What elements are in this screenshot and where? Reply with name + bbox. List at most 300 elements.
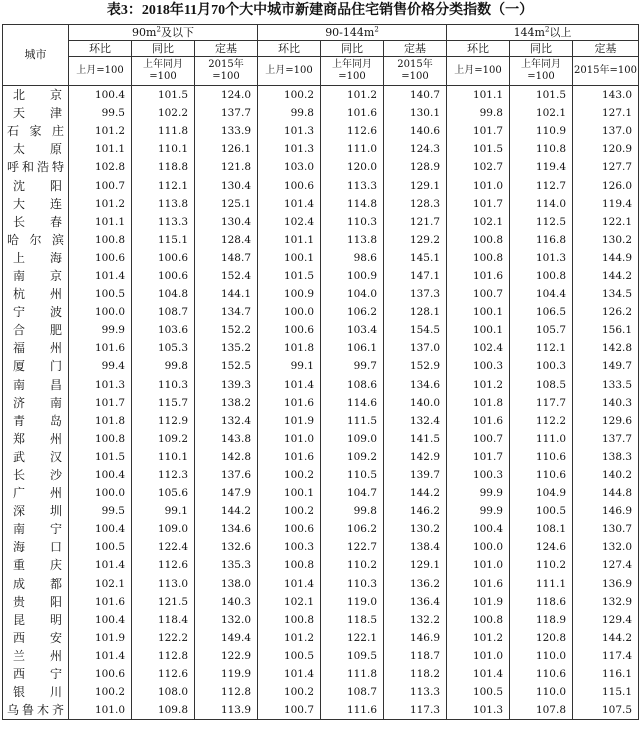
index-value: 128.4 xyxy=(195,231,258,249)
table-row xyxy=(3,104,639,122)
index-value: 101.5 xyxy=(132,86,195,105)
city-name: 成都 xyxy=(3,575,69,593)
index-value: 101.7 xyxy=(69,394,132,412)
index-value: 152.4 xyxy=(195,267,258,285)
index-value: 104.0 xyxy=(321,285,384,303)
index-value: 100.7 xyxy=(447,430,510,448)
index-value: 121.8 xyxy=(195,158,258,176)
index-value: 147.9 xyxy=(195,484,258,502)
index-value: 100.2 xyxy=(258,466,321,484)
index-value: 132.4 xyxy=(195,412,258,430)
table-title: 表3：2018年11月70个大中城市新建商品住宅销售价格分类指数（一） xyxy=(106,3,534,18)
index-value: 102.1 xyxy=(510,104,573,122)
index-value: 126.0 xyxy=(573,176,639,194)
index-value: 104.8 xyxy=(132,285,195,303)
city-name: 厦门 xyxy=(3,357,69,375)
index-value: 106.5 xyxy=(510,303,573,321)
index-value: 101.5 xyxy=(258,267,321,285)
index-value: 100.7 xyxy=(69,176,132,194)
index-value: 100.8 xyxy=(258,556,321,574)
index-value: 114.8 xyxy=(321,195,384,213)
index-value: 101.1 xyxy=(447,86,510,105)
index-value: 110.6 xyxy=(510,448,573,466)
index-value: 143.8 xyxy=(195,430,258,448)
index-value: 101.4 xyxy=(447,665,510,683)
index-value: 124.0 xyxy=(195,86,258,105)
index-value: 140.2 xyxy=(573,466,639,484)
index-value: 137.7 xyxy=(573,430,639,448)
city-name: 杭州 xyxy=(3,285,69,303)
index-value: 101.8 xyxy=(69,412,132,430)
index-value: 101.5 xyxy=(447,140,510,158)
index-value: 140.3 xyxy=(573,394,639,412)
index-value: 105.3 xyxy=(132,339,195,357)
index-value: 118.9 xyxy=(510,611,573,629)
index-value: 110.3 xyxy=(321,575,384,593)
index-value: 101.6 xyxy=(69,593,132,611)
city-name: 兰州 xyxy=(3,647,69,665)
index-value: 100.2 xyxy=(258,683,321,701)
index-value: 120.8 xyxy=(510,629,573,647)
index-value: 112.1 xyxy=(510,339,573,357)
city-name: 石家庄 xyxy=(3,122,69,140)
group-header-small: $90m^2$及以下 xyxy=(69,25,258,41)
index-value: 101.6 xyxy=(258,448,321,466)
index-value: 99.9 xyxy=(447,484,510,502)
city-name: 广州 xyxy=(3,484,69,502)
index-value: 112.6 xyxy=(132,665,195,683)
table-row xyxy=(3,303,639,321)
city-name: 天津 xyxy=(3,104,69,122)
index-value: 136.9 xyxy=(573,575,639,593)
city-name: 南宁 xyxy=(3,520,69,538)
index-value: 134.6 xyxy=(195,520,258,538)
index-value: 124.3 xyxy=(384,140,447,158)
table-row xyxy=(3,647,639,665)
index-value: 108.6 xyxy=(321,376,384,394)
index-value: 137.3 xyxy=(384,285,447,303)
index-value: 138.4 xyxy=(384,538,447,556)
index-value: 112.8 xyxy=(132,647,195,665)
index-value: 101.6 xyxy=(447,412,510,430)
index-value: 146.2 xyxy=(384,502,447,520)
index-value: 144.1 xyxy=(195,285,258,303)
table-row xyxy=(3,556,639,574)
table-row xyxy=(3,448,639,466)
city-name: 福州 xyxy=(3,339,69,357)
table-row xyxy=(3,213,639,231)
index-value: 140.7 xyxy=(384,86,447,105)
index-value: 102.4 xyxy=(258,213,321,231)
table-row xyxy=(3,267,639,285)
table-row xyxy=(3,158,639,176)
city-name: 西安 xyxy=(3,629,69,647)
index-value: 110.0 xyxy=(510,683,573,701)
index-value: 110.8 xyxy=(510,140,573,158)
index-value: 100.4 xyxy=(69,611,132,629)
index-value: 102.4 xyxy=(447,339,510,357)
base-header: 上年同月=100 xyxy=(321,57,384,86)
index-value: 100.6 xyxy=(258,520,321,538)
index-value: 119.4 xyxy=(510,158,573,176)
index-value: 101.2 xyxy=(258,629,321,647)
index-value: 122.7 xyxy=(321,538,384,556)
table-row xyxy=(3,231,639,249)
table-row xyxy=(3,339,639,357)
index-value: 138.0 xyxy=(195,575,258,593)
index-value: 100.5 xyxy=(447,683,510,701)
table-row xyxy=(3,502,639,520)
index-value: 101.1 xyxy=(258,231,321,249)
table-row xyxy=(3,376,639,394)
base-header: 上月=100 xyxy=(69,57,132,86)
city-name: 济南 xyxy=(3,394,69,412)
index-value: 99.1 xyxy=(258,357,321,375)
index-value: 100.8 xyxy=(69,430,132,448)
table-row xyxy=(3,86,639,105)
index-value: 101.7 xyxy=(447,195,510,213)
index-value: 100.2 xyxy=(69,683,132,701)
index-value: 146.9 xyxy=(384,629,447,647)
index-value: 100.5 xyxy=(69,538,132,556)
index-value: 129.1 xyxy=(384,176,447,194)
index-value: 100.6 xyxy=(69,249,132,267)
city-name: 长沙 xyxy=(3,466,69,484)
index-value: 108.5 xyxy=(510,376,573,394)
index-value: 134.5 xyxy=(573,285,639,303)
index-value: 111.8 xyxy=(321,665,384,683)
city-name: 郑州 xyxy=(3,430,69,448)
index-value: 108.7 xyxy=(321,683,384,701)
index-value: 101.4 xyxy=(258,665,321,683)
index-value: 100.8 xyxy=(510,267,573,285)
index-value: 112.9 xyxy=(132,412,195,430)
index-value: 137.0 xyxy=(573,122,639,140)
index-value: 128.1 xyxy=(384,303,447,321)
subcol-header: 定基 xyxy=(384,41,447,57)
index-value: 101.2 xyxy=(69,122,132,140)
index-value: 105.6 xyxy=(132,484,195,502)
index-value: 99.9 xyxy=(69,321,132,339)
index-value: 100.3 xyxy=(258,538,321,556)
index-value: 101.9 xyxy=(69,629,132,647)
index-value: 132.6 xyxy=(195,538,258,556)
index-value: 113.3 xyxy=(132,213,195,231)
index-value: 115.1 xyxy=(132,231,195,249)
city-name: 宁波 xyxy=(3,303,69,321)
index-value: 134.6 xyxy=(384,376,447,394)
table-row xyxy=(3,484,639,502)
index-value: 143.0 xyxy=(573,86,639,105)
index-value: 129.2 xyxy=(384,231,447,249)
city-name: 西宁 xyxy=(3,665,69,683)
index-value: 100.5 xyxy=(69,285,132,303)
table-row xyxy=(3,701,639,720)
index-value: 114.6 xyxy=(321,394,384,412)
subcol-header: 环比 xyxy=(447,41,510,57)
table-row xyxy=(3,394,639,412)
index-value: 108.1 xyxy=(510,520,573,538)
index-value: 107.5 xyxy=(573,701,639,720)
index-value: 127.7 xyxy=(573,158,639,176)
index-value: 149.7 xyxy=(573,357,639,375)
index-value: 110.6 xyxy=(510,665,573,683)
table-row xyxy=(3,122,639,140)
index-value: 99.8 xyxy=(132,357,195,375)
index-value: 118.4 xyxy=(132,611,195,629)
city-name: 北京 xyxy=(3,86,69,105)
index-value: 102.8 xyxy=(69,158,132,176)
index-value: 102.1 xyxy=(447,213,510,231)
city-name: 哈尔滨 xyxy=(3,231,69,249)
city-name: 武汉 xyxy=(3,448,69,466)
index-value: 110.6 xyxy=(510,466,573,484)
city-header: 城市 xyxy=(3,25,69,86)
table-row xyxy=(3,357,639,375)
index-value: 113.3 xyxy=(384,683,447,701)
index-value: 115.1 xyxy=(573,683,639,701)
index-value: 100.0 xyxy=(258,303,321,321)
index-value: 106.1 xyxy=(321,339,384,357)
index-value: 105.7 xyxy=(510,321,573,339)
index-value: 128.3 xyxy=(384,195,447,213)
index-value: 100.8 xyxy=(447,249,510,267)
index-value: 120.0 xyxy=(321,158,384,176)
city-name: 南昌 xyxy=(3,376,69,394)
index-value: 100.1 xyxy=(447,303,510,321)
index-value: 139.3 xyxy=(195,376,258,394)
index-value: 119.4 xyxy=(573,195,639,213)
city-name: 长春 xyxy=(3,213,69,231)
index-value: 112.2 xyxy=(510,412,573,430)
index-value: 110.0 xyxy=(510,647,573,665)
base-header: 上年同月=100 xyxy=(132,57,195,86)
index-value: 101.0 xyxy=(69,701,132,720)
index-value: 113.8 xyxy=(321,231,384,249)
index-value: 101.2 xyxy=(69,195,132,213)
index-value: 100.0 xyxy=(69,484,132,502)
index-value: 112.7 xyxy=(510,176,573,194)
index-value: 134.7 xyxy=(195,303,258,321)
index-value: 101.6 xyxy=(258,394,321,412)
index-value: 118.5 xyxy=(321,611,384,629)
index-value: 130.7 xyxy=(573,520,639,538)
subcol-header: 同比 xyxy=(132,41,195,57)
city-name: 呼和浩特 xyxy=(3,158,69,176)
index-value: 100.6 xyxy=(69,665,132,683)
index-value: 156.1 xyxy=(573,321,639,339)
index-value: 144.2 xyxy=(195,502,258,520)
index-value: 101.6 xyxy=(447,267,510,285)
index-value: 100.6 xyxy=(258,321,321,339)
index-value: 116.1 xyxy=(573,665,639,683)
table-row xyxy=(3,683,639,701)
index-value: 101.0 xyxy=(447,556,510,574)
index-value: 109.8 xyxy=(132,701,195,720)
table-row xyxy=(3,629,639,647)
index-value: 101.4 xyxy=(69,267,132,285)
index-value: 100.7 xyxy=(258,701,321,720)
index-value: 100.5 xyxy=(258,647,321,665)
index-value: 132.0 xyxy=(195,611,258,629)
index-value: 112.6 xyxy=(132,556,195,574)
index-value: 120.9 xyxy=(573,140,639,158)
index-value: 144.8 xyxy=(573,484,639,502)
index-value: 101.3 xyxy=(258,122,321,140)
index-value: 128.9 xyxy=(384,158,447,176)
index-value: 144.2 xyxy=(384,484,447,502)
table-row xyxy=(3,321,639,339)
index-value: 147.1 xyxy=(384,267,447,285)
index-value: 112.3 xyxy=(132,466,195,484)
index-value: 101.0 xyxy=(447,647,510,665)
index-value: 132.4 xyxy=(384,412,447,430)
index-value: 100.4 xyxy=(447,520,510,538)
price-index-table xyxy=(2,24,639,720)
index-value: 139.7 xyxy=(384,466,447,484)
index-value: 142.8 xyxy=(573,339,639,357)
index-value: 110.1 xyxy=(132,448,195,466)
index-value: 101.6 xyxy=(447,575,510,593)
index-value: 109.2 xyxy=(321,448,384,466)
index-value: 122.4 xyxy=(132,538,195,556)
index-value: 117.3 xyxy=(384,701,447,720)
index-value: 112.5 xyxy=(510,213,573,231)
index-value: 99.8 xyxy=(321,502,384,520)
index-value: 117.4 xyxy=(573,647,639,665)
index-value: 133.9 xyxy=(195,122,258,140)
city-name: 银川 xyxy=(3,683,69,701)
index-value: 100.1 xyxy=(258,484,321,502)
index-value: 146.9 xyxy=(573,502,639,520)
index-value: 141.5 xyxy=(384,430,447,448)
index-value: 100.0 xyxy=(69,303,132,321)
index-value: 101.7 xyxy=(447,122,510,140)
city-name: 南京 xyxy=(3,267,69,285)
subcol-header: 同比 xyxy=(321,41,384,57)
index-value: 116.8 xyxy=(510,231,573,249)
index-value: 100.1 xyxy=(447,321,510,339)
index-value: 110.2 xyxy=(321,556,384,574)
index-value: 108.0 xyxy=(132,683,195,701)
city-name: 合肥 xyxy=(3,321,69,339)
index-value: 101.4 xyxy=(69,556,132,574)
index-value: 144.2 xyxy=(573,629,639,647)
city-name: 太原 xyxy=(3,140,69,158)
index-value: 102.2 xyxy=(132,104,195,122)
index-value: 119.0 xyxy=(321,593,384,611)
index-value: 100.6 xyxy=(132,267,195,285)
index-value: 107.8 xyxy=(510,701,573,720)
index-value: 140.0 xyxy=(384,394,447,412)
index-value: 133.5 xyxy=(573,376,639,394)
index-value: 101.3 xyxy=(258,140,321,158)
index-value: 130.2 xyxy=(573,231,639,249)
index-value: 110.3 xyxy=(132,376,195,394)
index-value: 130.2 xyxy=(384,520,447,538)
city-name: 海口 xyxy=(3,538,69,556)
index-value: 103.4 xyxy=(321,321,384,339)
index-value: 98.6 xyxy=(321,249,384,267)
index-value: 100.8 xyxy=(447,611,510,629)
index-value: 140.6 xyxy=(384,122,447,140)
table-row xyxy=(3,249,639,267)
index-value: 137.7 xyxy=(195,104,258,122)
index-value: 122.1 xyxy=(573,213,639,231)
index-value: 115.7 xyxy=(132,394,195,412)
index-value: 100.0 xyxy=(447,538,510,556)
index-value: 111.6 xyxy=(321,701,384,720)
index-value: 111.5 xyxy=(321,412,384,430)
index-value: 132.0 xyxy=(573,538,639,556)
city-name: 重庆 xyxy=(3,556,69,574)
index-value: 99.1 xyxy=(132,502,195,520)
index-value: 129.6 xyxy=(573,412,639,430)
index-value: 101.3 xyxy=(447,701,510,720)
index-value: 104.7 xyxy=(321,484,384,502)
index-value: 100.8 xyxy=(447,231,510,249)
index-value: 101.2 xyxy=(321,86,384,105)
index-value: 130.4 xyxy=(195,213,258,231)
index-value: 142.9 xyxy=(384,448,447,466)
index-value: 101.6 xyxy=(69,339,132,357)
index-value: 110.3 xyxy=(321,213,384,231)
index-value: 136.2 xyxy=(384,575,447,593)
index-value: 102.7 xyxy=(447,158,510,176)
index-value: 104.9 xyxy=(510,484,573,502)
table-row xyxy=(3,575,639,593)
index-value: 100.2 xyxy=(258,86,321,105)
index-value: 109.0 xyxy=(132,520,195,538)
subcol-header: 定基 xyxy=(195,41,258,57)
index-value: 100.9 xyxy=(321,267,384,285)
index-value: 119.9 xyxy=(195,665,258,683)
index-value: 101.9 xyxy=(258,412,321,430)
index-value: 111.0 xyxy=(510,430,573,448)
index-value: 152.9 xyxy=(384,357,447,375)
index-value: 99.5 xyxy=(69,502,132,520)
index-value: 102.1 xyxy=(69,575,132,593)
index-value: 99.8 xyxy=(447,104,510,122)
base-header: 2015年=100 xyxy=(573,57,639,86)
index-value: 103.6 xyxy=(132,321,195,339)
index-value: 126.2 xyxy=(573,303,639,321)
index-value: 100.3 xyxy=(510,357,573,375)
index-value: 100.6 xyxy=(258,176,321,194)
index-value: 144.9 xyxy=(573,249,639,267)
table-row xyxy=(3,593,639,611)
index-value: 126.1 xyxy=(195,140,258,158)
index-value: 152.5 xyxy=(195,357,258,375)
index-value: 101.2 xyxy=(447,629,510,647)
index-value: 121.5 xyxy=(132,593,195,611)
index-value: 100.4 xyxy=(69,520,132,538)
index-value: 101.4 xyxy=(258,575,321,593)
table-row xyxy=(3,412,639,430)
index-value: 100.5 xyxy=(510,502,573,520)
index-value: 100.6 xyxy=(132,249,195,267)
index-value: 152.2 xyxy=(195,321,258,339)
index-value: 103.0 xyxy=(258,158,321,176)
table-row xyxy=(3,285,639,303)
index-value: 101.5 xyxy=(69,448,132,466)
index-value: 111.1 xyxy=(510,575,573,593)
index-value: 106.2 xyxy=(321,520,384,538)
index-value: 104.4 xyxy=(510,285,573,303)
group-header-medium: $90-144m^2$ xyxy=(258,25,447,41)
base-header: 上年同月=100 xyxy=(510,57,573,86)
index-value: 99.9 xyxy=(447,502,510,520)
